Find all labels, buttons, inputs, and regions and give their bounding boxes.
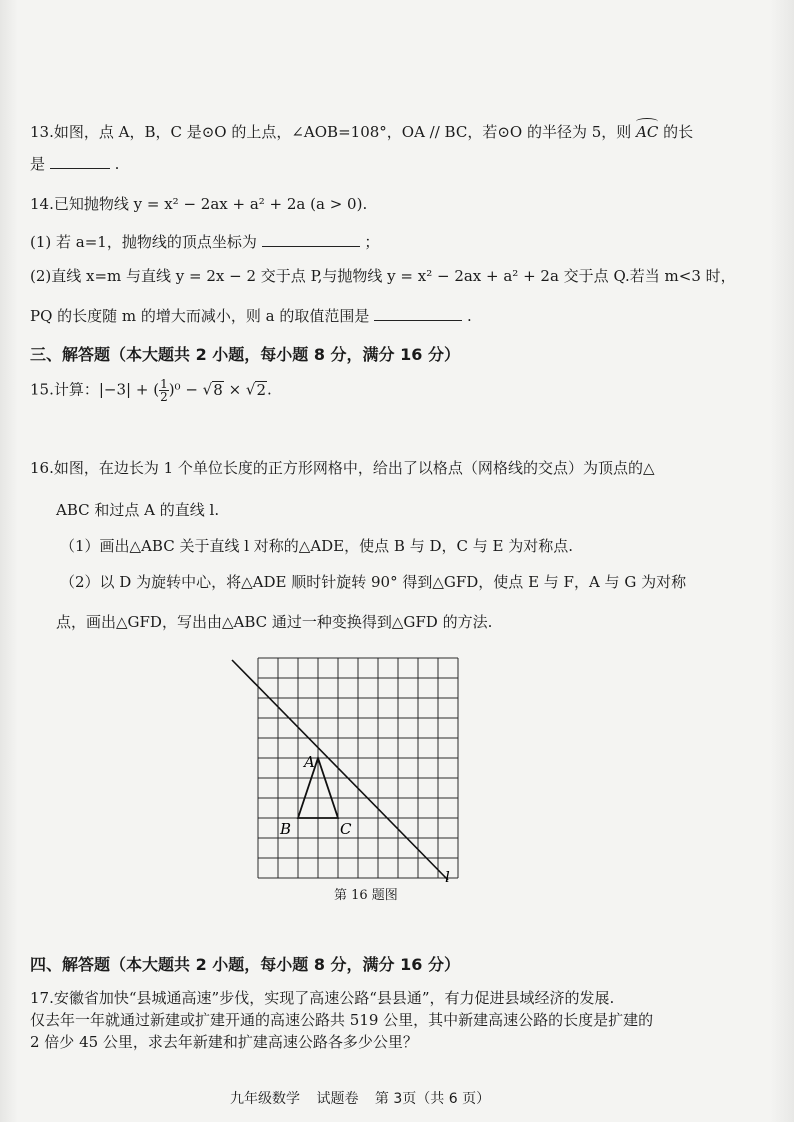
q15-end: . <box>267 380 272 399</box>
q16-line3: （1）画出△ABC 关于直线 l 对称的△ADE，使点 B 与 D，C 与 E 为对称点. <box>60 537 573 555</box>
point-b-label: B <box>280 820 292 838</box>
q14-part2-text: PQ 的长度随 m 的增大而减小，则 a 的取值范围是 <box>30 307 370 325</box>
q15-prefix: 15.计算： <box>30 380 99 399</box>
point-a-label: A <box>304 753 315 771</box>
q14-part2-line1: (2)直线 x=m 与直线 y = 2x − 2 交于点 P,与抛物线 y = x² − 2ax + a² + 2a 交于点 Q.若当 m<3 时， <box>30 267 736 285</box>
footer-paper: 试题卷 <box>316 1091 359 1107</box>
q15-plus: + ( <box>131 380 160 399</box>
q14-part1-text: (1) 若 a=1，抛物线的顶点坐标为 <box>30 233 257 251</box>
q15-times: × √ <box>223 380 256 399</box>
q16-line2: ABC 和过点 A 的直线 l. <box>56 501 220 519</box>
line-l <box>232 660 448 880</box>
arc-ac-label: AC <box>636 123 659 141</box>
q13-period: . <box>114 155 120 173</box>
q17-line3: 2 倍少 45 公里，求去年新建和扩建高速公路各多少公里？ <box>30 1033 418 1051</box>
q15-exp: )⁰ <box>168 380 181 399</box>
q14-stem: 14.已知抛物线 y = x² − 2ax + a² + 2a (a > 0). <box>30 195 368 213</box>
q17-line1: 17.安徽省加快“县城通高速”步伐，实现了高速公路“县县通”，有力促进县域经济的发展. <box>30 989 615 1007</box>
q15-abs: |−3| <box>98 380 132 399</box>
q17-line2: 仅去年一年就通过新建或扩建开通的高速公路共 519 公里，其中新建高速公路的长度是扩建的 <box>30 1011 654 1029</box>
square-grid <box>258 658 458 878</box>
q13-text-tail: 的长 <box>663 123 694 141</box>
q15-minus: − √ <box>180 380 213 399</box>
q16-line5: 点，画出△GFD，写出由△ABC 通过一种变换得到△GFD 的方法. <box>56 613 493 631</box>
q14-part2-end: . <box>466 307 472 325</box>
q16-caption: 第 16 题图 <box>334 888 398 903</box>
q16-line4: （2）以 D 为旋转中心，将△ADE 顺时针旋转 90° 得到△GFD，使点 E 与 F，A 与 G 为对称 <box>60 573 687 591</box>
point-c-label: C <box>340 820 352 838</box>
q13-text: 13.如图，点 A，B，C 是⊙O 的上点，∠AOB=108°，OA // BC，若⊙O 的半径为 5，则 <box>30 123 632 141</box>
section-4-heading: 四、解答题（本大题共 2 小题，每小题 8 分，满分 16 分） <box>30 955 460 974</box>
q15-root-8: 8 <box>213 380 223 399</box>
line-l-label: l <box>445 868 450 886</box>
page-footer <box>230 1088 502 1108</box>
q13-text-shi: 是 <box>30 155 46 173</box>
q15-frac-num: 1 <box>160 377 168 391</box>
footer-page-number: 第 3页（共 6 页） <box>374 1091 491 1107</box>
q15-root-2: 2 <box>256 380 267 399</box>
footer-grade: 九年级数学 <box>230 1091 300 1107</box>
q16-line1: 16.如图，在边长为 1 个单位长度的正方形网格中，给出了以格点（网格线的交点）为顶点的△ <box>30 459 655 477</box>
q14-part1-end: ； <box>364 233 380 251</box>
q15-frac-den: 2 <box>160 390 168 404</box>
section-3-heading: 三、解答题（本大题共 2 小题，每小题 8 分，满分 16 分） <box>30 345 460 364</box>
